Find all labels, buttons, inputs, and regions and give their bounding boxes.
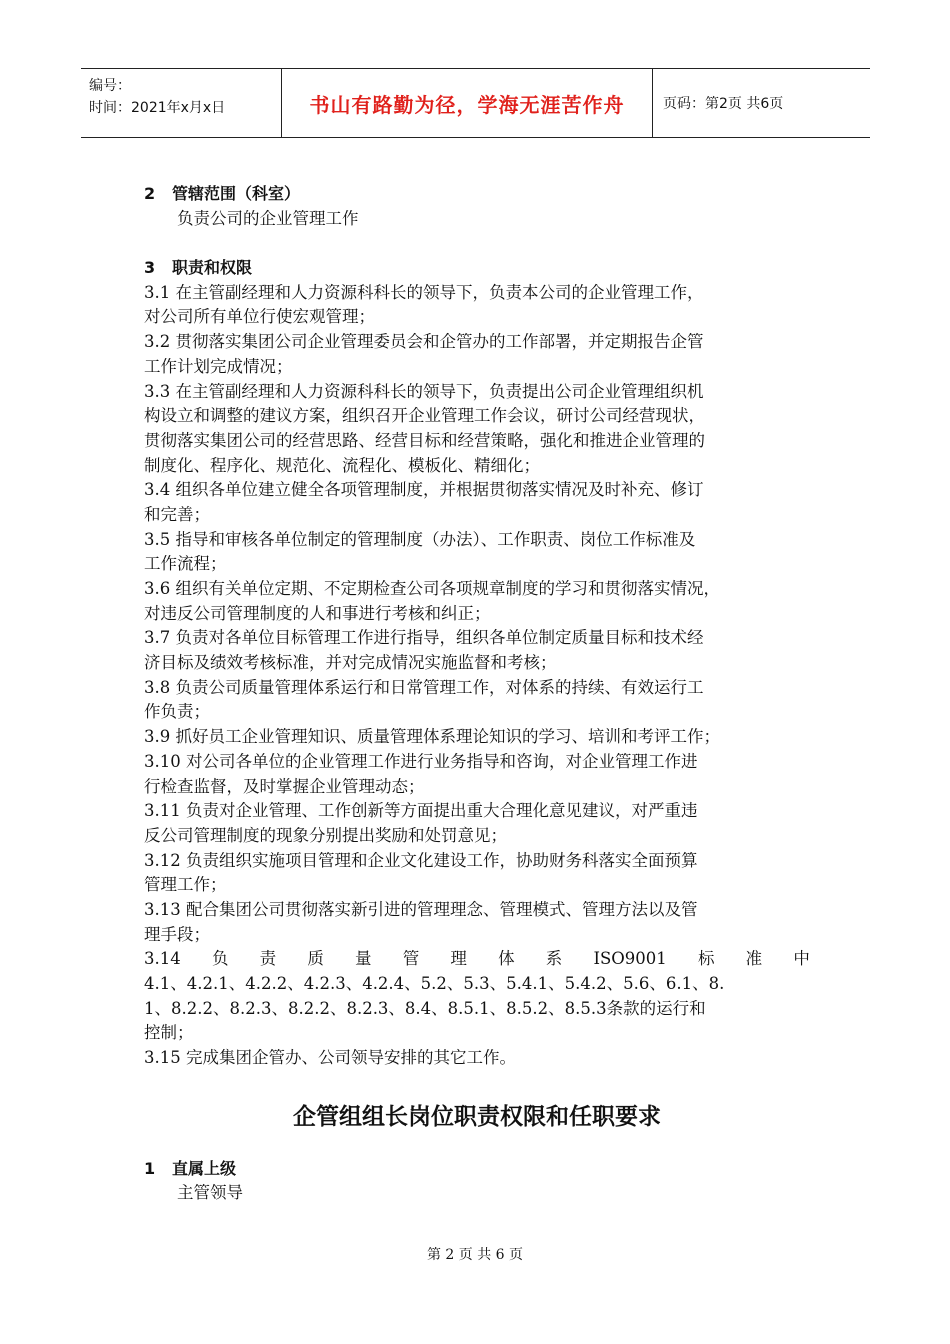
header-motto: 书山有路勤为径，学海无涯苦作舟 (309, 92, 625, 117)
item-3-14-word: 标 (697, 949, 715, 969)
header-number: 编号： (89, 78, 131, 94)
section-3-line: 工作流程； (144, 554, 227, 574)
page-header (81, 68, 870, 138)
item-3-14-word: 管 (402, 949, 420, 969)
section-3-line: 理手段； (144, 924, 210, 944)
section-3-line: 3.7 负责对各单位目标管理工作进行指导，组织各单位制定质量目标和技术经 (144, 628, 704, 648)
section-3-line: 3.10 对公司各单位的企业管理工作进行业务指导和咨询，对企业管理工作进 (144, 751, 698, 771)
header-meta (81, 69, 281, 137)
item-3-15: 3.15 完成集团企管办、公司领导安排的其它工作。 (144, 1048, 516, 1068)
item-3-14-word: 理 (450, 949, 467, 969)
doc2-section-1-text: 主管领导 (177, 1183, 243, 1203)
section-3-line: 贯彻落实集团公司的经营思路、经营目标和经营策略，强化和推进企业管理的 (144, 430, 705, 450)
item-3-14-word: 系 (545, 949, 563, 969)
section-3-heading: 3 职责和权限 (144, 258, 253, 278)
section-3-line: 和完善； (144, 504, 210, 524)
section-3-line: 3.9 抓好员工企业管理知识、质量管理体系理论知识的学习、培训和考评工作； (144, 727, 720, 747)
section-3-line: 行检查监督，及时掌握企业管理动态； (144, 776, 425, 796)
item-3-14-word: ISO9001 (593, 949, 667, 969)
header-time: 时间：2021年x月x日 (89, 100, 226, 116)
item-3-14-word: 责 (259, 949, 277, 969)
section-3-line: 3.12 负责组织实施项目管理和企业文化建设工作，协助财务科落实全面预算 (144, 850, 698, 870)
section-3-line: 制度化、程序化、规范化、流程化、模板化、精细化； (144, 455, 540, 475)
section-3-line: 3.8 负责公司质量管理体系运行和日常管理工作，对体系的持续、有效运行工 (144, 677, 704, 697)
section-3-line: 对公司所有单位行使宏观管理； (144, 307, 375, 327)
doc2-section-1-heading: 1 直属上级 (144, 1158, 237, 1178)
document-title: 企管组组长岗位职责权限和任职要求 (293, 1103, 661, 1130)
item-3-14-rest (144, 972, 810, 1046)
section-3-line: 作负责； (144, 702, 210, 722)
section-3-line: 3.4 组织各单位建立健全各项管理制度，并根据贯彻落实情况及时补充、修订 (144, 480, 704, 500)
section-3-line: 3.6 组织有关单位定期、不定期检查公司各项规章制度的学习和贯彻落实情况， (144, 579, 720, 598)
item-3-14-word: 准 (745, 949, 763, 969)
item-3-14-word: 3.14 (144, 949, 181, 969)
section-3-line: 管理工作； (144, 875, 227, 895)
page-footer: 第 2 页 共 6 页 (426, 1247, 524, 1263)
section-2-text: 负责公司的企业管理工作 (177, 208, 359, 228)
section-3-line: 3.13 配合集团公司贯彻落实新引进的管理理念、管理模式、管理方法以及管 (144, 899, 698, 919)
section-3-list (144, 281, 810, 948)
item-3-14-line: 4.1、4.2.1、4.2.2、4.2.3、4.2.4、5.2、5.3、5.4.1、5.4.2、5.6、6.1、8. (144, 974, 725, 993)
section-3-line: 3.3 在主管副经理和人力资源科科长的领导下，负责提出公司企业管理组织机 (144, 381, 704, 401)
section-3-line: 3.2 贯彻落实集团公司企业管理委员会和企管办的工作部署，并定期报告企管 (144, 332, 704, 352)
header-page-info: 页码：第2页 共6页 (663, 96, 784, 112)
section-3-line: 反公司管理制度的现象分别提出奖励和处罚意见； (144, 825, 507, 845)
section-3-line: 3.5 指导和审核各单位制定的管理制度（办法）、工作职责、岗位工作标准及 (144, 529, 696, 549)
section-3-line: 3.1 在主管副经理和人力资源科科长的领导下，负责本公司的企业管理工作， (144, 282, 704, 302)
section-3-line: 济目标及绩效考核标准，并对完成情况实施监督和考核； (144, 653, 557, 673)
item-3-14-word: 质 (307, 949, 324, 969)
header-motto-cell (281, 69, 653, 137)
item-3-14-line: 1、8.2.2、8.2.3、8.2.2、8.2.3、8.4、8.5.1、8.5.2、8.5.3条款的运行和 (144, 998, 706, 1018)
item-3-14-first-line (144, 947, 810, 972)
section-3-line: 对违反公司管理制度的人和事进行考核和纠正； (144, 603, 491, 623)
section-2-heading: 2 管辖范围（科室） (144, 184, 301, 203)
section-3-line: 构设立和调整的建议方案，组织召开企业管理工作会议，研讨公司经营现状， (144, 406, 705, 426)
item-3-14-word: 中 (793, 949, 810, 969)
item-3-14-word: 体 (498, 949, 515, 969)
section-3-line: 工作计划完成情况； (144, 356, 293, 376)
item-3-14-word: 量 (355, 949, 372, 969)
section-3-line: 3.11 负责对企业管理、工作创新等方面提出重大合理化意见建议，对严重违 (144, 801, 698, 821)
item-3-14-line: 控制； (144, 1023, 194, 1043)
document-body (144, 182, 810, 1206)
item-3-14-word: 负 (211, 949, 229, 969)
